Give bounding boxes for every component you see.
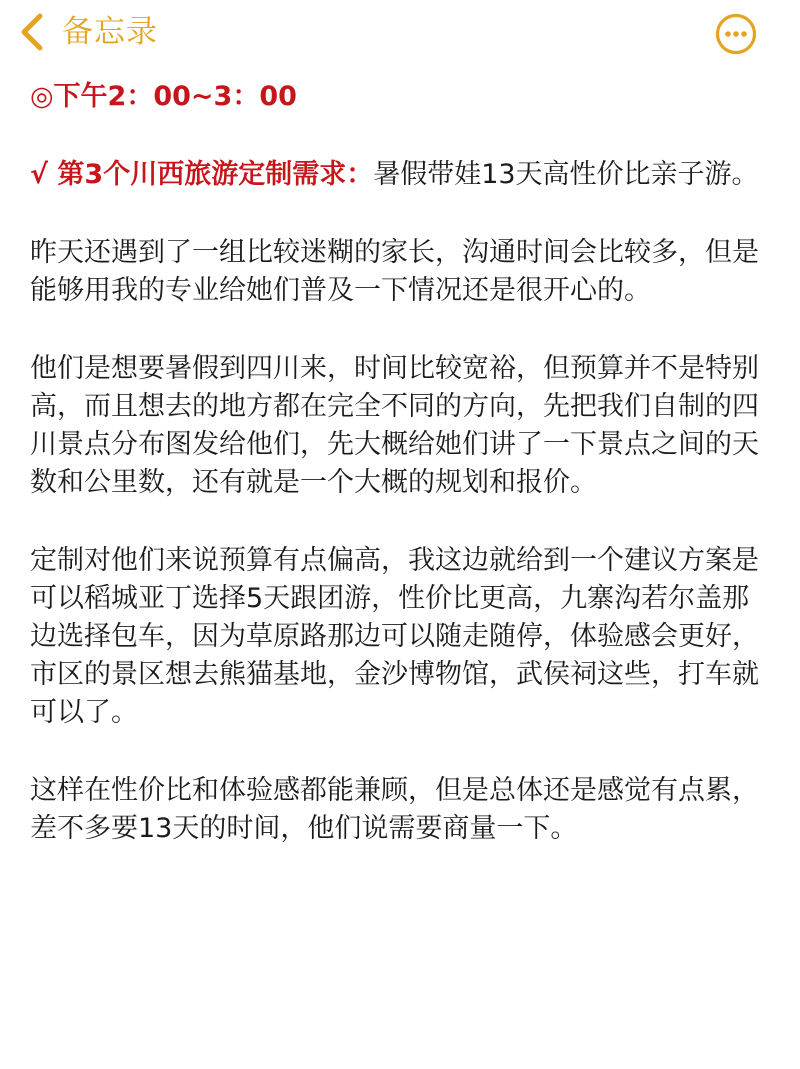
more-options-button[interactable]: [715, 13, 757, 55]
need-title: √ 第3个川西旅游定制需求：: [30, 159, 374, 190]
chevron-left-icon: [18, 12, 46, 52]
more-dots-icon: [715, 13, 757, 55]
note-content[interactable]: [30, 78, 775, 888]
time-range-heading: ◎下午2：00~3：00: [30, 81, 297, 112]
back-button[interactable]: [18, 10, 158, 54]
note-paragraph-4: 这样在性价比和体验感都能兼顾，但是总体还是感觉有点累，差不多要13天的时间，他们说需要商量一下。: [30, 775, 759, 844]
note-paragraph-1: 昨天还遇到了一组比较迷糊的家长，沟通时间会比较多，但是能够用我的专业给她们普及一下情况还是很开心的。: [30, 237, 759, 306]
back-label: 备忘录: [62, 14, 158, 50]
nav-bar: [0, 0, 800, 68]
need-paragraph: [30, 156, 775, 194]
note-paragraph-2: 他们是想要暑假到四川来，时间比较宽裕，但预算并不是特别高，而且想去的地方都在完全不同的方向，先把我们自制的四川景点分布图发给他们，先大概给她们讲了一下景点之间的天数和公里数，还有就是一个大概的规划和报价。: [30, 353, 759, 498]
need-text: 暑假带娃13天高性价比亲子游。: [373, 159, 759, 190]
note-paragraph-3: 定制对他们来说预算有点偏高，我这边就给到一个建议方案是可以稻城亚丁选择5天跟团游，性价比更高，九寨沟若尔盖那边选择包车，因为草原路那边可以随走随停，体验感会更好，市区的景区想去熊猫基地，金沙博物馆，武侯祠这些，打车就可以了。: [30, 545, 759, 728]
